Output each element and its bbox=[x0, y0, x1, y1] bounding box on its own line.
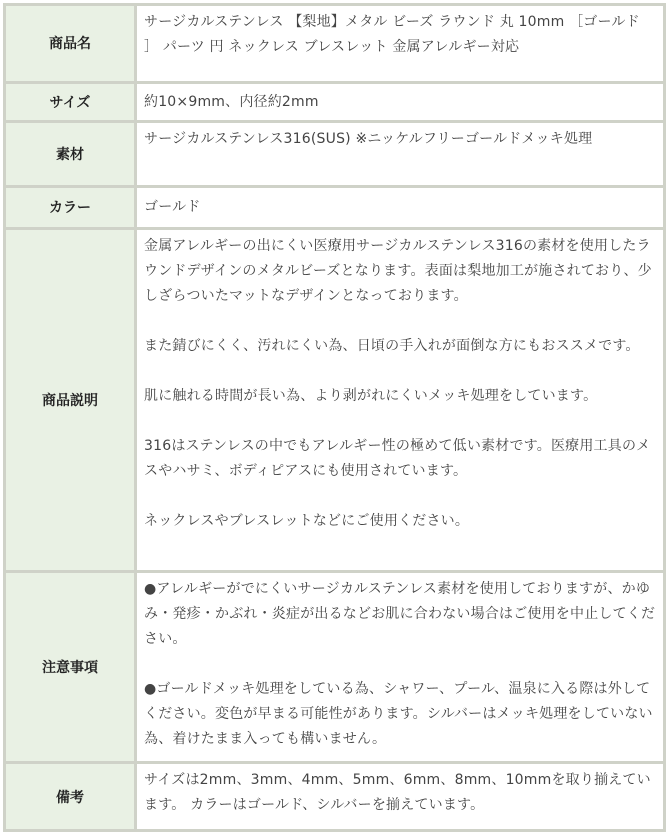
row-label: 備考 bbox=[6, 764, 134, 829]
product-spec-table bbox=[3, 3, 666, 832]
caution-paragraph: ●アレルギーがでにくいサージカルステンレス素材を使用しておりますが、かゆみ・発疹・かぶれ・炎症が出るなどお肌に合わない場合はご使用を中止してください。 bbox=[144, 580, 656, 647]
table-row-notes bbox=[6, 573, 663, 761]
description-paragraph: また錆びにくく、汚れにくい為、日頃の手入れが面倒な方にもおススメです。 bbox=[144, 337, 640, 354]
row-label: 商品説明 bbox=[6, 230, 134, 570]
size-text: 約10×9mm、内径約2mm bbox=[144, 93, 319, 110]
row-value bbox=[137, 123, 663, 185]
caution-paragraph: ●ゴールドメッキ処理をしている為、シャワー、プール、温泉に入る際は外してください。変色が早まる可能性があります。シルバーはメッキ処理をしていない為、着けたまま入っても構いません。 bbox=[144, 680, 653, 747]
row-value bbox=[137, 84, 663, 120]
row-value bbox=[137, 230, 663, 570]
remarks-text: サイズは2mm、3mm、4mm、5mm、6mm、8mm、10mmを取り揃えています。 カラーはゴールド、シルバーを揃えています。 bbox=[144, 772, 651, 814]
row-label: カラー bbox=[6, 188, 134, 226]
table-row-color bbox=[6, 188, 663, 226]
table-row-description bbox=[6, 230, 663, 570]
description-paragraph: 金属アレルギーの出にくい医療用サージカルステンレス316の素材を使用したラウンドデザインのメタルビーズとなります。表面は梨地加工が施されており、少しざらついたマットなデザインとなっております。 bbox=[144, 237, 652, 304]
description-paragraph: ネックレスやブレスレットなどにご使用ください。 bbox=[144, 512, 470, 529]
row-label: サイズ bbox=[6, 84, 134, 120]
color-text: ゴールド bbox=[144, 198, 201, 215]
material-text: サージカルステンレス316(SUS) ※ニッケルフリーゴールドメッキ処理 bbox=[144, 131, 593, 148]
product-name-text: サージカルステンレス 【梨地】メタル ビーズ ラウンド 丸 10mm ［ゴールド ］ パーツ 円 ネックレス ブレスレット 金属アレルギー対応 bbox=[144, 14, 640, 55]
row-value bbox=[137, 6, 663, 81]
row-value bbox=[137, 188, 663, 226]
row-label: 商品名 bbox=[6, 6, 134, 81]
table-row-material bbox=[6, 123, 663, 185]
table-row-product-name bbox=[6, 6, 663, 81]
row-label: 注意事項 bbox=[6, 573, 134, 761]
table-row-remarks bbox=[6, 764, 663, 829]
row-value bbox=[137, 764, 663, 829]
row-value bbox=[137, 573, 663, 761]
description-paragraph: 316はステンレスの中でもアレルギー性の極めて低い素材です。医療用工具のメスやハサミ、ボディピアスにも使用されています。 bbox=[144, 437, 651, 479]
description-paragraph: 肌に触れる時間が長い為、より剥がれにくいメッキ処理をしています。 bbox=[144, 387, 598, 404]
table-row-size bbox=[6, 84, 663, 120]
row-label: 素材 bbox=[6, 123, 134, 185]
